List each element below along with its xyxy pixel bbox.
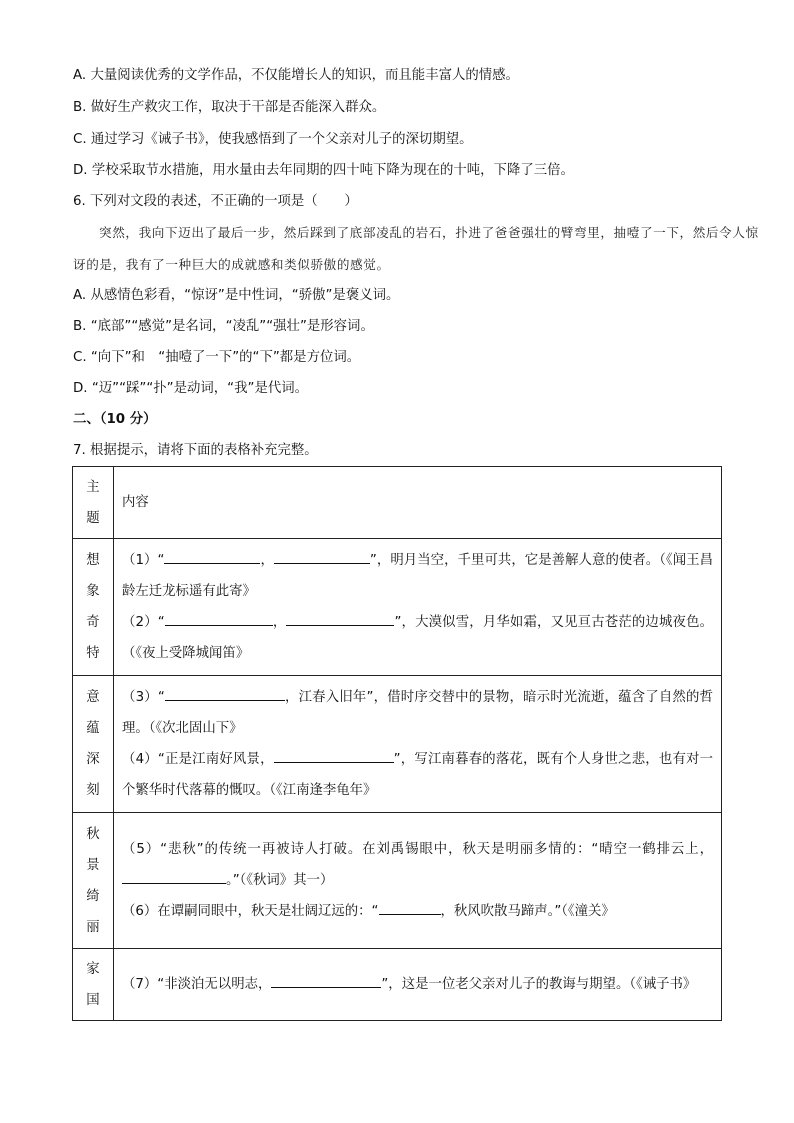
item-text: ，秋风吹散马蹄声。”（《潼关》 (440, 904, 615, 919)
item-text: （3）“ (122, 690, 165, 705)
theme-char: 景 (86, 857, 100, 873)
fill-item-4 (122, 744, 713, 806)
item-text: （4）“正是江南好风景， (122, 752, 274, 767)
row-content-cell (114, 539, 722, 676)
answer-blank[interactable] (271, 972, 381, 988)
row-content-cell (114, 676, 722, 813)
table-row (73, 949, 722, 1021)
q6-option-b: B. “底部”“感觉”是名词，“凌乱”“强壮”是形容词。 (73, 319, 374, 334)
item-text: （2）“ (122, 615, 165, 630)
fill-item-6 (122, 896, 713, 927)
header-theme-cell (73, 467, 114, 539)
fill-item-7 (122, 969, 713, 1000)
answer-blank[interactable] (274, 747, 394, 763)
theme-char: 刻 (86, 783, 100, 798)
item-text: ”，大漠似雪，月华如霜，又见亘古苍茫的边城夜色。（《夜上受降城闻笛》 (122, 615, 714, 661)
theme-char: 奇 (86, 615, 100, 630)
item-text: ， (260, 553, 274, 568)
row-theme-cell (73, 949, 114, 1021)
theme-char: 想 (86, 553, 100, 568)
q6-passage: 突然，我向下迈出了最后一步，然后踩到了底部凌乱的岩石，扑进了爸爸强壮的臂弯里，抽噎了一下，然后令人惊讶的是，我有了一种巨大的成就感和类似骄傲的感觉。 (73, 225, 759, 272)
table-row (73, 813, 722, 949)
item-text: （7）“非淡泊无以明志， (122, 977, 272, 992)
theme-char: 象 (86, 584, 100, 599)
item-text: （6）在谭嗣同眼中，秋天是壮阔辽远的：“ (122, 904, 379, 919)
table-row (73, 676, 722, 813)
q7-stem: 7. 根据提示，请将下面的表格补充完整。 (73, 443, 318, 458)
answer-blank[interactable] (164, 548, 260, 564)
item-text: ”，写江南暮春的落花，既有个人身世之悲，也有对一个繁华时代落幕的慨叹。（《江南逢李龟年》 (122, 752, 713, 798)
item-text: 。”（《秋词》其一） (226, 873, 334, 888)
theme-char: 意 (86, 690, 100, 705)
answer-blank[interactable] (165, 685, 285, 701)
q5-option-c: C. 通过学习《诫子书》，使我感悟到了一个父亲对儿子的深切期望。 (73, 132, 473, 147)
item-text: ”，明月当空，千里可共，它是善解人意的使者。（《闻王昌龄左迁龙标遥有此寄》 (122, 553, 713, 599)
fill-item-5 (122, 834, 713, 896)
section-heading: 二、（10 分） (73, 412, 157, 427)
item-text: （1）“ (122, 553, 165, 568)
theme-char: 国 (86, 992, 100, 1008)
q6-option-a: A. 从感情色彩看，“惊讶”是中性词，“骄傲”是褒义词。 (73, 288, 400, 303)
theme-char: 蕴 (86, 721, 100, 736)
answer-blank[interactable] (165, 610, 273, 626)
table-row (73, 539, 722, 676)
theme-char: 题 (86, 510, 100, 526)
theme-char: 家 (86, 961, 100, 977)
theme-char: 深 (86, 752, 100, 767)
theme-char: 秋 (86, 826, 100, 842)
fill-item-1 (122, 545, 713, 607)
answer-blank[interactable] (274, 548, 370, 564)
theme-char: 绮 (86, 888, 100, 904)
row-theme-cell (73, 813, 114, 949)
fill-item-3 (122, 682, 713, 744)
poetry-table (72, 466, 722, 1021)
row-theme-cell (73, 539, 114, 676)
theme-char: 特 (86, 646, 100, 661)
answer-blank[interactable] (122, 868, 226, 884)
fill-item-2 (122, 607, 713, 669)
header-content-label: 内容 (122, 495, 149, 510)
q5-option-a: A. 大量阅读优秀的文学作品，不仅能增长人的知识，而且能丰富人的情感。 (73, 68, 519, 83)
theme-char: 丽 (86, 919, 100, 935)
theme-char: 主 (86, 479, 100, 495)
table-header-row (73, 467, 722, 539)
q6-option-c: C. “向下”和 “抽噎了一下”的“下”都是方位词。 (73, 350, 361, 365)
q6-stem: 6. 下列对文段的表述，不正确的一项是（ ） (73, 194, 358, 209)
item-text: ”，这是一位老父亲对儿子的教诲与期望。（《诫子书》 (381, 977, 697, 992)
item-text: ，江春入旧年”，借时序交替中的景物，暗示时光流逝，蕴含了自然的哲理。（《次北固山下》 (122, 690, 713, 736)
header-content-cell (114, 467, 722, 539)
item-text: （5）“悲秋”的传统一再被诗人打破。在刘禹锡眼中，秋天是明丽多情的：“晴空一鹤排云上， (122, 842, 713, 857)
q6-option-d: D. “迈”“踩”“扑”是动词，“我”是代词。 (73, 381, 309, 396)
item-text: ， (272, 615, 287, 630)
q5-option-b: B. 做好生产救灾工作，取决于干部是否能深入群众。 (73, 100, 386, 115)
row-content-cell (114, 949, 722, 1021)
q5-option-d: D. 学校采取节水措施，用水量由去年同期的四十吨下降为现在的十吨，下降了三倍。 (73, 163, 574, 178)
row-content-cell (114, 813, 722, 949)
answer-blank[interactable] (379, 899, 441, 915)
row-theme-cell (73, 676, 114, 813)
answer-blank[interactable] (286, 610, 394, 626)
